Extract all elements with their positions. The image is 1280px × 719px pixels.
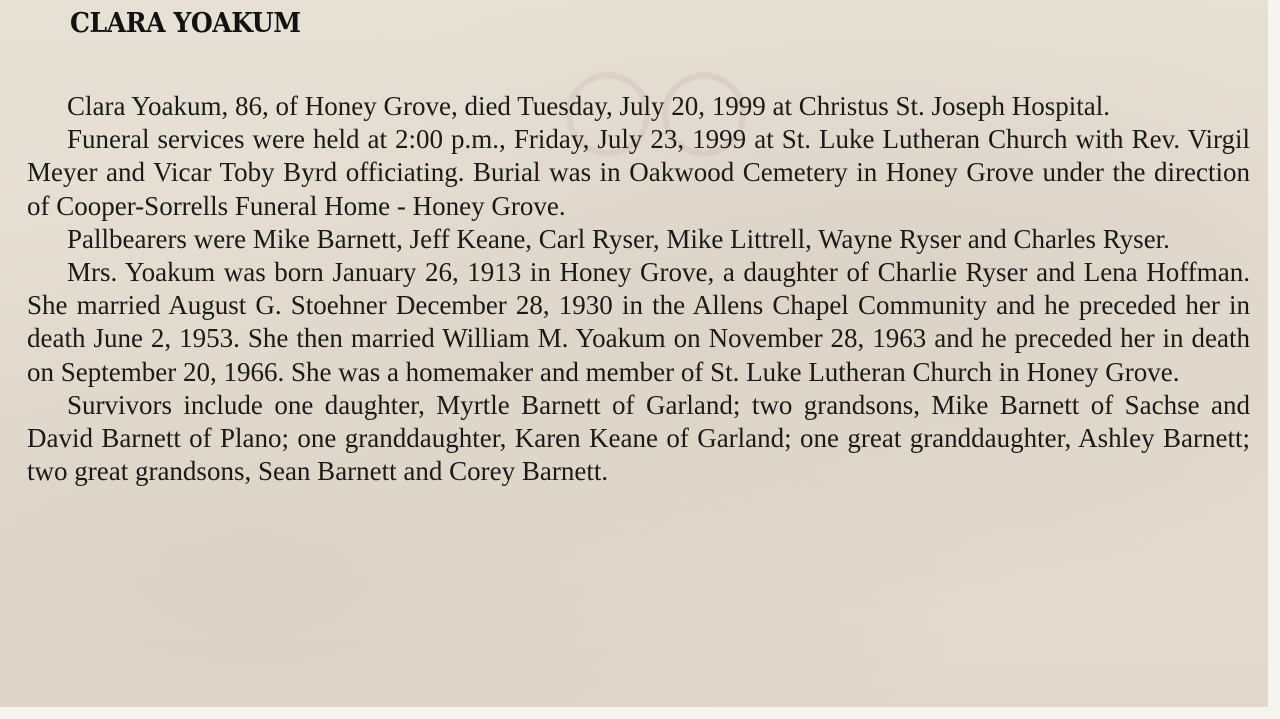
obituary-headline: CLARA YOAKUM xyxy=(70,8,301,39)
obituary-body xyxy=(27,90,1250,488)
paragraph-biography: Mrs. Yoakum was born January 26, 1913 in Honey Grove, a daughter of Charlie Ryser and Lena Hoffman. She married August G. Stoehner December 28, 1930 in the Allens Chapel Community and he preceded her in death June 2, 1953. She then married William M. Yoakum on November 28, 1963 and he preceded her in death on September 20, 1966. She was a homemaker and member of St. Luke Lutheran Church in Honey Grove. xyxy=(27,257,1250,387)
paragraph-survivors: Survivors include one daughter, Myrtle Barnett of Garland; two grandsons, Mike Barnett of Sachse and David Barnett of Plano; one granddaughter, Karen Keane of Garland; one great granddaughter, Ashley Barnett; two great grandsons, Sean Barnett and Corey Barnett. xyxy=(27,389,1250,487)
paragraph-death-notice: Clara Yoakum, 86, of Honey Grove, died Tuesday, July 20, 1999 at Christus St. Joseph Hospital. xyxy=(67,91,1110,121)
bleed-through-mark: ○○ xyxy=(560,40,752,169)
paragraph-pallbearers: Pallbearers were Mike Barnett, Jeff Keane, Carl Ryser, Mike Littrell, Wayne Ryser and Charles Ryser. xyxy=(67,223,1170,254)
page-margin-right xyxy=(1268,0,1280,719)
page-margin-bottom xyxy=(0,707,1280,719)
paragraph-funeral-services: Funeral services were held at 2:00 p.m., Friday, July 23, 1999 at St. Luke Lutheran Church with Rev. Virgil Meyer and Vicar Toby Byrd officiating. Burial was in Oakwood Cemetery in Honey Grove under the direction of Cooper-Sorrells Funeral Home - Honey Grove. xyxy=(27,124,1250,221)
